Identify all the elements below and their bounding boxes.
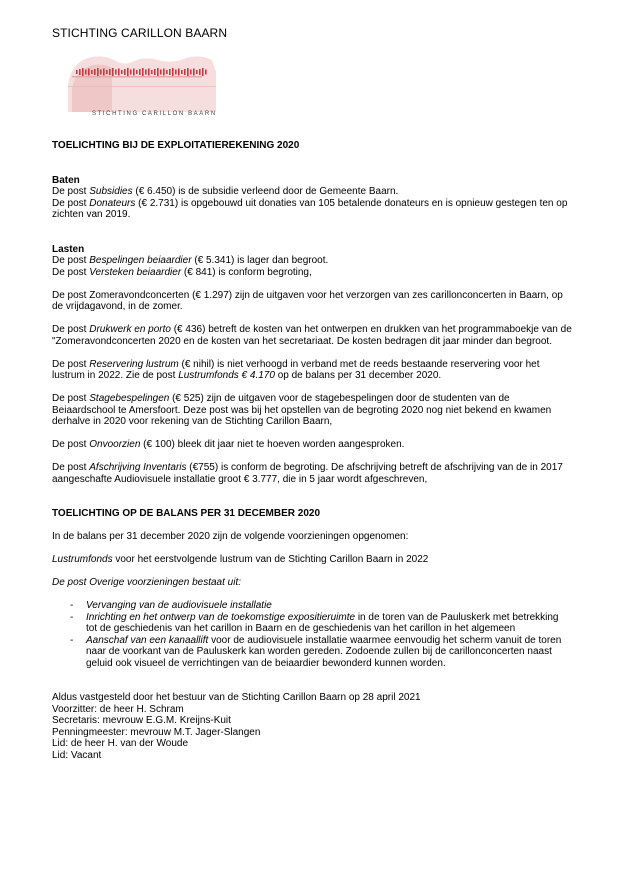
lasten-afschrijving: De post Afschrijving Inventaris (€755) is conform de begroting. De afschrijving betreft de afschrijving van de in 2017 aangeschafte Audiovisuele installatie groot € 3.777, die in 5 jaar wordt afgeschreven, [52,462,563,485]
list-item: - Aanschaf van een kanaallift voor de audiovisuele installatie waarmee eenvoudig het scherm vanuit de toren naar de voorkant van de Pauluskerk kan worden gereden. Zodoende zullen bij de carillonconcerten naast geluid ook visueel de verrichtingen van de beiaardier bewonderd kunnen worden. [52,635,572,670]
list-item: - Vervanging van de audiovisuele installatie [52,600,572,612]
balans-heading: TOELICHTING OP DE BALANS PER 31 DECEMBER 2020 [52,508,321,519]
baten-subsidies: De post Subsidies (€ 6.450) is de subsidie verleend door de Gemeente Baarn. [52,186,399,197]
board-member: Penningmeester: mevrouw M.T. Jager-Slangen [52,726,261,738]
lasten-stagebespelingen: De post Stagebespelingen (€ 525) zijn de uitgaven voor de stagebespelingen door de studenten van de Beiaardschool te Amersfoort. Deze post was bij het opstellen van de begroting 2020 nog niet bekend en kwamen derhalve in 2020 voor rekening van de Stichting Carillon Baarn, [52,393,552,427]
baten-heading: Baten [52,174,80,186]
exploitatie-heading: TOELICHTING BIJ DE EXPLOITATIEREKENING 2020 [52,140,300,151]
board-member: Secretaris: mevrouw E.G.M. Kreijns-Kuit [52,715,231,726]
lasten-drukwerk: De post Drukwerk en porto (€ 436) betreft de kosten van het ontwerpen en drukken van het programmaboekje van de "Zomeravondconcerten 2020 en de kosten van het secretariaat. De kosten bedragen dit jaar minder dan begroot. [52,324,572,347]
balans-lustrumfonds: Lustrumfonds voor het eerstvolgende lustrum van de Stichting Carillon Baarn in 2022 [52,554,429,565]
lasten-heading: Lasten [52,243,85,255]
lasten-versteken: De post Versteken beiaardier (€ 841) is conform begroting, [52,266,312,278]
baten-donateurs: De post Donateurs (€ 2.731) is opgebouwd uit donaties van 105 betalende donateurs en is opnieuw gestegen ten op zichten van 2019. [52,197,568,220]
list-item: - Inrichting en het ontwerp van de toekomstige expositieruimte in de toren van de Pauluskerk met betrekking tot de geschiedenis van het carillon in Baarn en de geschiedenis van het carillon in het algemeen [52,612,572,635]
vastgesteld-statement: Aldus vastgesteld door het bestuur van de Stichting Carillon Baarn op 28 april 2021 [52,692,421,703]
balans-overige-intro: De post Overige voorzieningen bestaat uit: [52,577,241,588]
lasten-bespelingen: De post Bespelingen beiaardier (€ 5.341) is lager dan begroot. [52,255,329,266]
board-member: Lid: Vacant [52,749,102,761]
document-body [52,140,572,761]
voorzieningen-list [52,600,572,669]
board-member: Voorzitter: de heer H. Schram [52,703,184,715]
carillon-logo-icon [62,50,222,114]
lasten-onvoorzien: De post Onvoorzien (€ 100) bleek dit jaar niet te hoeven worden aangesproken. [52,439,405,450]
lasten-reservering-lustrum: De post Reservering lustrum (€ nihil) is niet verhoogd in verband met de reeds bestaande reservering voor het lustrum in 2022. Zie de post Lustrumfonds € 4.170 op de balans per 31 december 2020. [52,358,540,381]
board-member: Lid: de heer H. van der Woude [52,738,189,749]
balans-intro: In de balans per 31 december 2020 zijn de volgende voorzieningen opgenomen: [52,531,409,542]
organization-title: STICHTING CARILLON BAARN [52,26,228,40]
lasten-zomeravondconcerten: De post Zomeravondconcerten (€ 1.297) zijn de uitgaven voor het verzorgen van zes carillonconcerten in Baarn, op de vrijdagavond, in de zomer. [52,289,563,312]
logo-caption: STICHTING CARILLON BAARN [92,111,217,117]
